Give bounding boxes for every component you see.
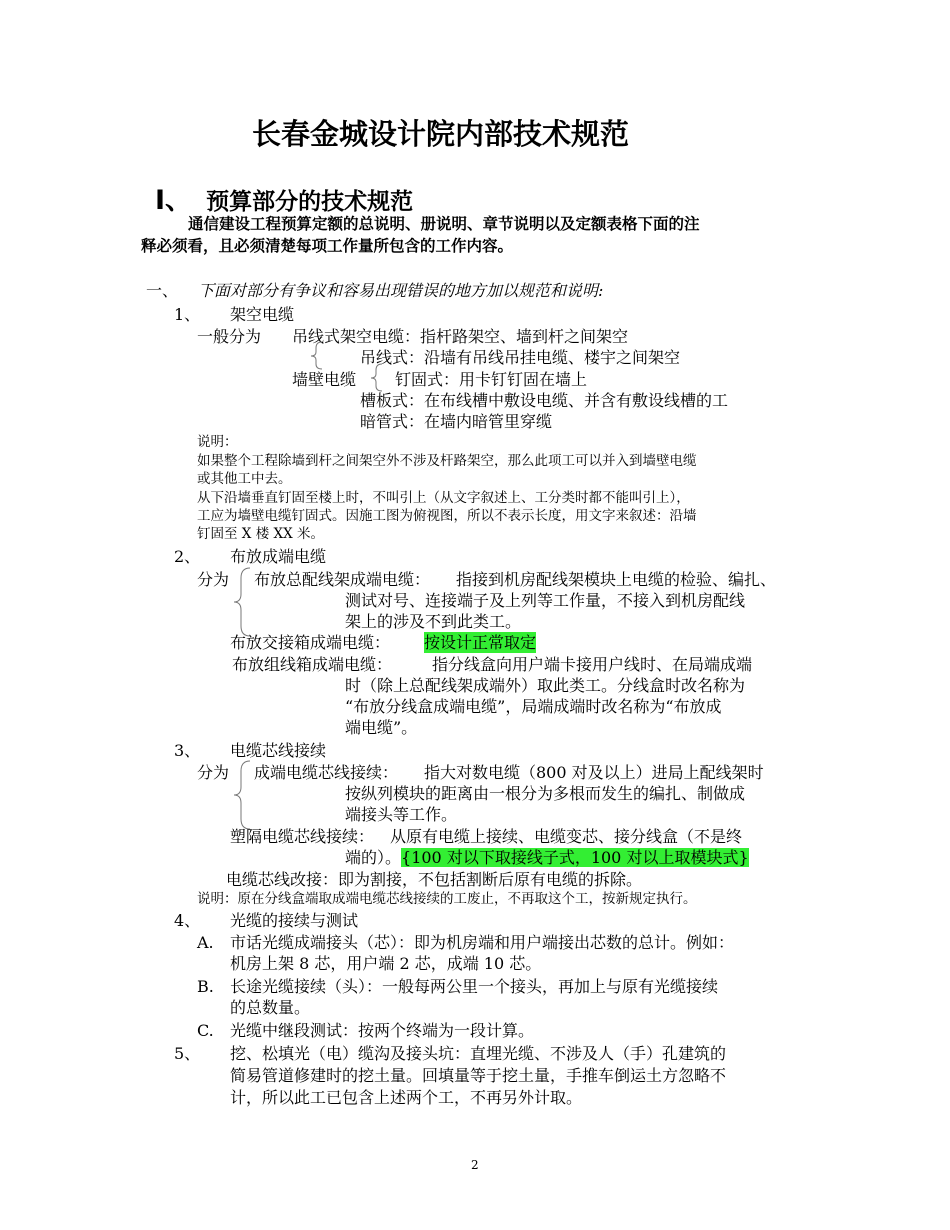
- item1-wall-label: 墙壁电缆: [292, 370, 357, 389]
- item4-b-label: B.: [197, 977, 214, 996]
- item2-c-line-2: 时（除上总配线架成端外）取此类工。分线盒时改名称为: [345, 676, 746, 695]
- item2-a-line-1: 指接到机房配线架模块上电缆的检验、编扎、: [456, 570, 777, 589]
- part-one-text: 下面对部分有争议和容易出现错误的地方加以规范和说明:: [198, 281, 604, 300]
- item3-c-line: 电缆芯线改接：即为割接，不包括割断后原有电缆的拆除。: [226, 870, 643, 889]
- item5-line-1: 挖、松填光（电）缆沟及接头坑：直埋光缆、不涉及人（手）孔建筑的: [230, 1044, 727, 1063]
- item4-title: 光缆的接续与测试: [230, 911, 359, 930]
- item1-brace-lower: [368, 363, 388, 393]
- item3-number: 3、: [174, 741, 201, 760]
- part-one-number: 一、: [146, 281, 179, 300]
- item3-b-highlight: {100 对以下取接线子式，100 对以上取模块式}: [401, 848, 749, 867]
- item1-wall-type-4: 暗管式：在墙内暗管里穿缆: [360, 412, 553, 431]
- intro-line-2: 释必须看，且必须清楚每项工作量所包含的工作内容。: [141, 237, 514, 255]
- intro-line-1: 通信建设工程预算定额的总说明、册说明、章节说明以及定额表格下面的注: [188, 215, 700, 233]
- item3-note: 说明：原在分线盒端取成端电缆芯线接续的工废止，不再取这个工，按新规定执行。: [197, 891, 697, 907]
- item3-b-line-2: [345, 847, 749, 868]
- page-number: 2: [471, 1158, 479, 1172]
- item1-note-label: 说明：: [197, 434, 238, 450]
- item3-a-title: 成端电缆芯线接续：: [254, 763, 399, 782]
- item4-b-line-1: 长途光缆接续（头）：一般每两公里一个接头，再加上与原有光缆接续: [230, 977, 719, 996]
- item1-brace-upper: [308, 341, 328, 371]
- item5-line-2: 简易管道修建时的挖土量。回填量等于挖土量，手推车倒运土方忽略不: [230, 1066, 727, 1085]
- item5-line-3: 计，所以此工已包含上述两个工，不再另外计取。: [230, 1088, 583, 1107]
- item1-note-3: 从下沿墙垂直钉固至楼上时，不叫引上（从文字叙述上、工分类时都不能叫引上），: [197, 490, 690, 506]
- item1-suspended: 吊线式架空电缆：指杆路架空、墙到杆之间架空: [292, 327, 629, 346]
- item4-c-label: C.: [197, 1021, 214, 1040]
- item4-a-label: A.: [197, 933, 214, 952]
- item2-brace: [230, 566, 254, 638]
- item3-a-line-2: 按纵列模块的距离由一根分为多根而发生的编扎、制做成: [345, 784, 746, 803]
- item2-a-title: 布放总配线架成端电缆：: [254, 570, 431, 589]
- item2-number: 2、: [174, 547, 201, 566]
- item1-wall-type-3: 槽板式：在布线槽中敷设电缆、并含有敷设线槽的工: [360, 391, 729, 410]
- item2-c-line-4: 端电缆”。: [345, 718, 418, 737]
- item3-b-line-2-text: 端的）。: [345, 848, 402, 867]
- item3-brace: [230, 759, 254, 831]
- item2-b-highlight: 按设计正常取定: [424, 633, 537, 652]
- item2-a-line-3: 架上的涉及不到此类工。: [345, 612, 522, 631]
- item2-b-title: 布放交接箱成端电缆：: [230, 633, 391, 652]
- item1-number: 1、: [174, 305, 201, 324]
- item5-number: 5、: [174, 1044, 201, 1063]
- item3-title: 电缆芯线接续: [230, 741, 327, 760]
- item4-a-line-1: 市话光缆成端接头（芯）：即为机房端和用户端接出芯数的总计。例如：: [230, 933, 735, 952]
- item1-note-2: 或其他工中去。: [197, 471, 292, 487]
- item1-note-1: 如果整个工程除墙到杆之间架空外不涉及杆路架空，那么此项工可以并入到墙壁电缆: [197, 453, 697, 469]
- section-numeral: Ⅰ、: [155, 185, 193, 216]
- item4-a-line-2: 机房上架 8 芯，用户端 2 芯，成端 10 芯。: [230, 954, 542, 973]
- item1-note-5: 钉固至 X 楼 XX 米。: [197, 526, 324, 542]
- item2-lead: 分为: [197, 570, 230, 589]
- item2-c-line-1: 指分线盒向用户端卡接用户线时、在局端成端: [432, 655, 753, 674]
- item4-c-line-1: 光缆中继段测试：按两个终端为一段计算。: [230, 1021, 535, 1040]
- item1-lead: 一般分为: [197, 327, 262, 346]
- item1-title: 架空电缆: [230, 305, 295, 324]
- item3-b-line-1: 从原有电缆上接续、电缆变芯、接分线盒（不是终: [390, 827, 743, 846]
- item2-a-line-2: 测试对号、连接端子及上列等工作量，不接入到机房配线: [345, 591, 746, 610]
- item3-a-line-1: 指大对数电缆（800 对及以上）进局上配线架时: [424, 763, 764, 782]
- item1-wall-type-1: 吊线式：沿墙有吊线吊挂电缆、楼宇之间架空: [360, 348, 681, 367]
- section-heading: [155, 178, 413, 217]
- page-title: 长春金城设计院内部技术规范: [252, 117, 630, 151]
- item2-title: 布放成端电缆: [230, 547, 327, 566]
- item1-note-4: 工应为墙壁电缆钉固式。因施工图为俯视图，所以不表示长度，用文字来叙述：沿墙: [197, 508, 697, 524]
- item3-a-line-3: 端接头等工作。: [345, 805, 458, 824]
- item4-b-line-2: 的总数量。: [230, 998, 311, 1017]
- item2-c-title: 布放组线箱成端电缆：: [232, 655, 393, 674]
- section-heading-text: 预算部分的技术规范: [206, 189, 414, 215]
- item3-lead: 分为: [197, 763, 230, 782]
- item3-b-title: 塑隔电缆芯线接续：: [230, 827, 375, 846]
- item2-c-line-3: “布放分线盒成端电缆”，局端成端时改名称为“布放成: [345, 697, 722, 716]
- item4-number: 4、: [174, 911, 201, 930]
- item1-wall-type-2: 钉固式：用卡钉钉固在墙上: [395, 370, 588, 389]
